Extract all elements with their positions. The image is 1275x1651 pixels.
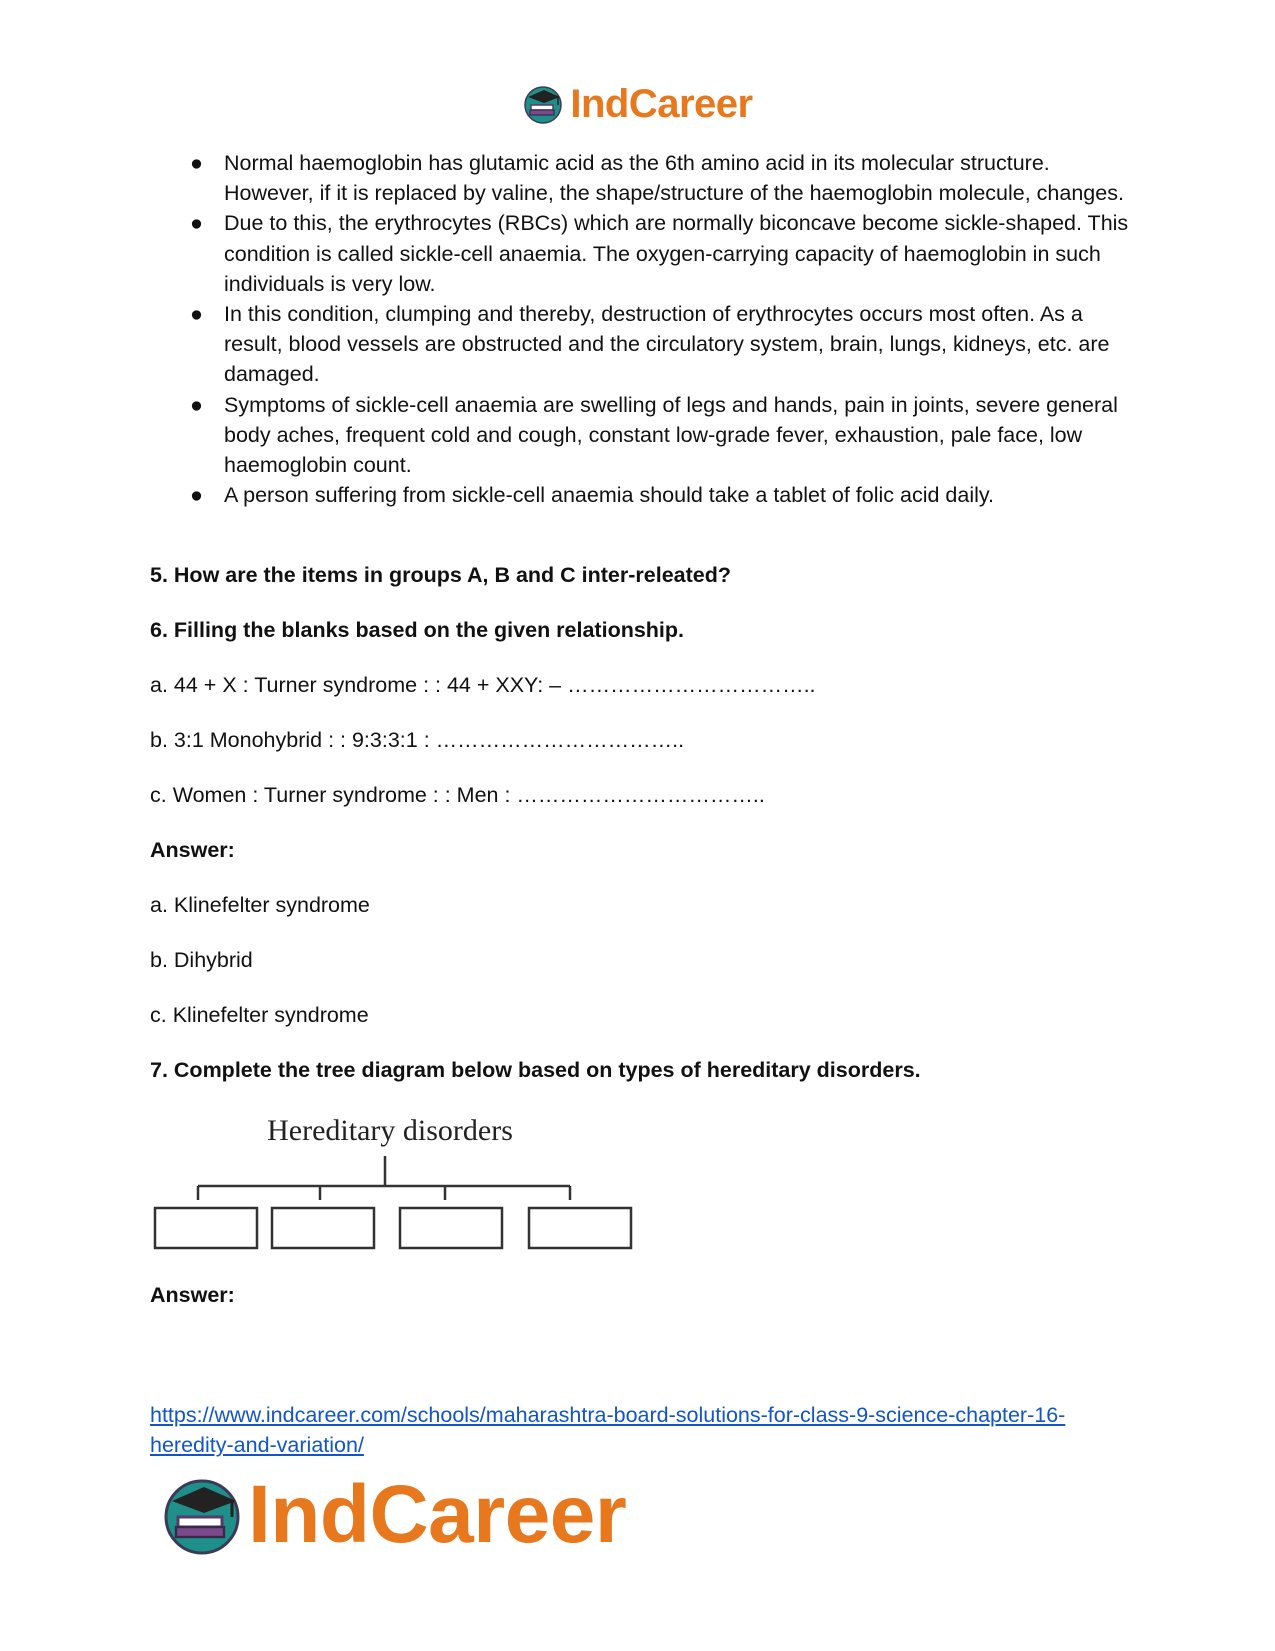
brand-wordmark: IndCareer (248, 1469, 627, 1560)
bullet-icon: ● (190, 392, 203, 417)
list-item-text: A person suffering from sickle-cell anaemia should take a tablet of folic acid daily. (224, 483, 995, 508)
tree-diagram (150, 1118, 640, 1258)
question-6-title: 6. Filling the blanks based on the given relationship. (150, 618, 685, 642)
bullet-icon: ● (190, 151, 203, 175)
question-6b: b. 3:1 Monohybrid : : 9:3:3:1 : …………………………….. (150, 728, 685, 752)
bullet-icon: ● (190, 211, 203, 236)
answer-label-7: Answer: (150, 1283, 235, 1307)
list-item-text: In this condition, clumping and thereby, destruction of erythrocytes occurs most often. As a result, blood vessels are obstructed and the circulatory system, brain, lungs, kidneys, etc. are damaged. (224, 302, 1110, 387)
tree-root-label: Hereditary disorders (267, 1118, 513, 1147)
question-7-title: 7. Complete the tree diagram below based on types of hereditary disorders. (150, 1058, 921, 1082)
tree-blank-box-4 (529, 1208, 631, 1248)
graduation-cap-book-icon (522, 83, 564, 125)
source-link[interactable] (150, 1400, 1130, 1460)
bullet-list (150, 148, 1130, 510)
list-item-text: Symptoms of sickle-cell anaemia are swelling of legs and hands, pain in joints, severe general body aches, frequent cold and cough, constant low-grade fever, exhaustion, pale face, low haemoglobin count. (224, 392, 1118, 478)
graduation-cap-book-icon (160, 1473, 244, 1557)
header-logo (0, 80, 1275, 128)
footer-logo (160, 1468, 626, 1562)
answer-6b: b. Dihybrid (150, 948, 253, 972)
question-6c: c. Women : Turner syndrome : : Men : …………………………….. (150, 783, 765, 807)
answer-6c: c. Klinefelter syndrome (150, 1003, 369, 1027)
source-link-line-2[interactable]: heredity-and-variation/ (150, 1433, 364, 1457)
list-item (150, 299, 1130, 390)
bullet-icon: ● (190, 302, 203, 327)
bullet-icon: ● (190, 483, 203, 508)
tree-blank-box-3 (400, 1208, 502, 1248)
answer-6a: a. Klinefelter syndrome (150, 893, 370, 917)
tree-blank-box-1 (155, 1208, 257, 1248)
list-item-text: Normal haemoglobin has glutamic acid as the 6th amino acid in its molecular structure. However, if it is replaced by valine, the shape/structure of the haemoglobin molecule, changes. (224, 151, 1124, 206)
list-item (150, 390, 1130, 481)
list-item (150, 148, 1130, 208)
question-5: 5. How are the items in groups A, B and C inter-releated? (150, 563, 732, 587)
answer-label: Answer: (150, 838, 235, 862)
tree-blank-box-2 (272, 1208, 374, 1248)
list-item (150, 208, 1130, 299)
question-6a: a. 44 + X : Turner syndrome : : 44 + XXY: – …………………………….. (150, 673, 816, 697)
list-item-text: Due to this, the erythrocytes (RBCs) which are normally biconcave become sickle-shaped. This condition is called sickle-cell anaemia. The oxygen-carrying capacity of haemoglobin in such individuals is very low. (224, 211, 1129, 296)
source-link-line-1[interactable]: https://www.indcareer.com/schools/maharashtra-board-solutions-for-class-9-science-chapter-16- (150, 1403, 1066, 1427)
brand-wordmark: IndCareer (570, 81, 753, 126)
list-item (150, 480, 1130, 510)
